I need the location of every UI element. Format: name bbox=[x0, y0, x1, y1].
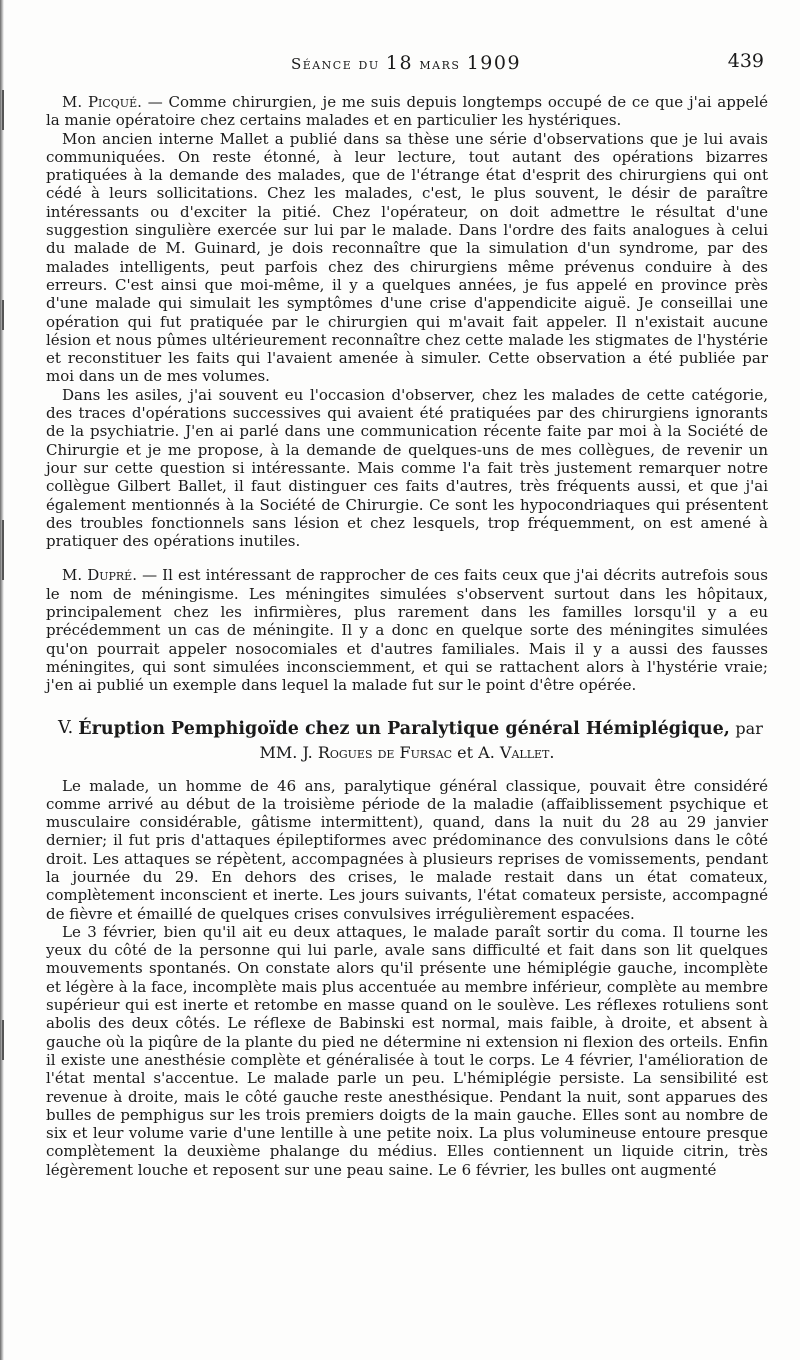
section-title: Éruption Pemphigoïde chez un Paralytique général Hémiplégique, bbox=[78, 718, 730, 739]
speaker-name: M. Picqué. bbox=[62, 93, 142, 111]
author-name: Vallet bbox=[499, 742, 550, 762]
page-body bbox=[46, 93, 768, 1179]
edge-mark bbox=[2, 300, 4, 330]
author-name: Rogues de Fursac bbox=[317, 742, 453, 762]
page-number: 439 bbox=[727, 50, 764, 72]
running-title bbox=[46, 52, 766, 74]
page-binding-edge bbox=[0, 0, 4, 1360]
paragraph-text: — Il est intéressant de rapprocher de ces faits ceux que j'ai décrits autrefois sous le nom de méningisme. Les méningites simulées s'observent surtout dans les hôpitaux, principalement chez les infirmières, plus rarement dans les familles lorsqu'il y a eu précédemment un cas de méningite. Il y a donc en quelque sorte des méningites simulées qu'on pourrait appeler nosocomiales et d'autres familiales. Mais il y a aussi des fausses méningites, qui sont simulées inconsciemment, et qui se rattachent alors à l'hystérie vraie; j'en ai publié un exemple dans lequel la malade fut sur le point d'être opérée. bbox=[46, 566, 768, 695]
paragraph-text: — Comme chirurgien, je me suis depuis longtemps occupé de ce que j'ai appelé la manie opératoire chez certains malades et en particulier les hystériques. bbox=[46, 93, 769, 130]
paragraph: Le 3 février, bien qu'il ait eu deux attaques, le malade paraît sortir du coma. Il tourne les yeux du côté de la personne qui lui parle, avale sans difficulté et fait dans son lit quelques mouvements spontanés. On constate alors qu'il présente une hémiplégie gauche, incomplète et légère à la face, incomplète mais plus accentuée au membre inférieur, complète au membre supérieur qui est inerte et retombe en masse quand on le soulève. Les réflexes rotuliens sont abolis des deux côtés. Le réflexe de Babinski est normal, mais faible, à droite, et absent à gauche où la piqûre de la plante du pied ne détermine ni extension ni flexion des orteils. Enfin il existe une anesthésie complète et généralisée à tout le corps. Le 4 février, l'amélioration de l'état mental s'accentue. Le malade parle un peu. L'hémiplégie persiste. La sensibilité est revenue à droite, mais le côté gauche reste anesthésique. Pendant la nuit, sont apparues des bulles de pemphigus sur les trois premiers doigts de la main gauche. Elles sont au nombre de six et leur volume varie d'une lentille à une petite noix. La plus volumineuse entoure presque complètement la deuxième phalange du médius. Elles contiennent un liquide citrin, très légèrement louche et reposent sur une peau saine. Le 6 février, les bulles ont augmenté bbox=[46, 922, 768, 1179]
seance-label: Séance du bbox=[290, 55, 380, 73]
edge-mark bbox=[2, 1020, 4, 1060]
paragraph: Mon ancien interne Mallet a publié dans sa thèse une série d'observations que je lui avais communiquées. On reste étonné, à leur lecture, tout autant des opérations bizarres pratiquées à la demande des malades, que de l'étrange état d'esprit des chirurgiens qui ont cédé à leurs sollicitations. Chez les malades, c'est, le plus souvent, le désir de paraître intéressants ou d'exciter la pitié. Chez l'opérateur, on doit admettre le résultat d'une suggestion singulière exercée sur lui par le malade. Dans l'ordre des faits analogues à celui du malade de M. Guinard, je dois reconnaître que la simulation d'un syndrome, par des malades intelligents, peut parfois chez des chirurgiens même prévenus conduire à des erreurs. C'est ainsi que moi-même, il y a quelques années, je fus appelé en province près d'une malade qui simulait les symptômes d'une crise d'appendicite aiguë. Je conseillai une opération qui fut pratiquée par le chirurgien qui m'avait fait appeler. Il n'existait aucune lésion et nous pûmes ultérieurement reconnaître chez cette malade les stigmates de l'hystérie et reconstituer les faits qui l'avaient amenée à simuler. Cette observation a été publiée par moi dans un de mes volumes. bbox=[46, 129, 768, 386]
paragraph: Le malade, un homme de 46 ans, paralytique général classique, pouvait être considéré comme arrivé au début de la troisième période de la maladie (affaiblissement psychique et musculaire considérable, gâtisme intermittent), quand, dans la nuit du 28 au 29 janvier dernier; il fut pris d'attaques épileptiformes avec prédominance des convulsions dans le côté droit. Les attaques se répètent, accompagnées à plusieurs reprises de vomissements, pendant la journée du 29. En dehors des crises, le malade restait dans un état comateux, complètement inconscient et inerte. Les jours suivants, l'état comateux persiste, accompagné de fièvre et émaillé de quelques crises convulsives irrégulièrement espacées. bbox=[46, 776, 768, 923]
edge-mark bbox=[2, 520, 4, 580]
paragraph bbox=[46, 566, 768, 694]
section-heading bbox=[46, 717, 768, 765]
seance-day: 18 bbox=[385, 52, 414, 74]
section-number: V. bbox=[58, 717, 74, 738]
seance-year: 1909 bbox=[466, 52, 522, 74]
edge-mark bbox=[2, 90, 4, 130]
paragraph bbox=[46, 93, 768, 130]
running-header bbox=[46, 44, 766, 84]
speaker-name: M. Dupré. bbox=[62, 566, 137, 585]
section-authors: par MM. J. Rogues de Fursac et A. Vallet. bbox=[259, 718, 763, 762]
paragraph: Dans les asiles, j'ai souvent eu l'occasion d'observer, chez les malades de cette catégorie, des traces d'opérations successives qui avaient été pratiquées par des chirurgiens ignorants de la psychiatrie. J'en ai parlé dans une communication récente faite par moi à la Société de Chirurgie et je me propose, à la demande de quelques-uns de mes collègues, de revenir un jour sur cette question si intéressante. Mais comme l'a fait très justement remarquer notre collègue Gilbert Ballet, il faut distinguer ces faits d'autres, très fréquents aussi, et que j'ai également mentionnés à la Société de Chirurgie. Ce sont les hypocondriaques qui présentent des troubles fonctionnels sans lésion et chez lesquels, trop fréquemment, on est amené à pratiquer des opérations inutiles. bbox=[46, 385, 768, 551]
seance-month: mars bbox=[419, 55, 461, 73]
